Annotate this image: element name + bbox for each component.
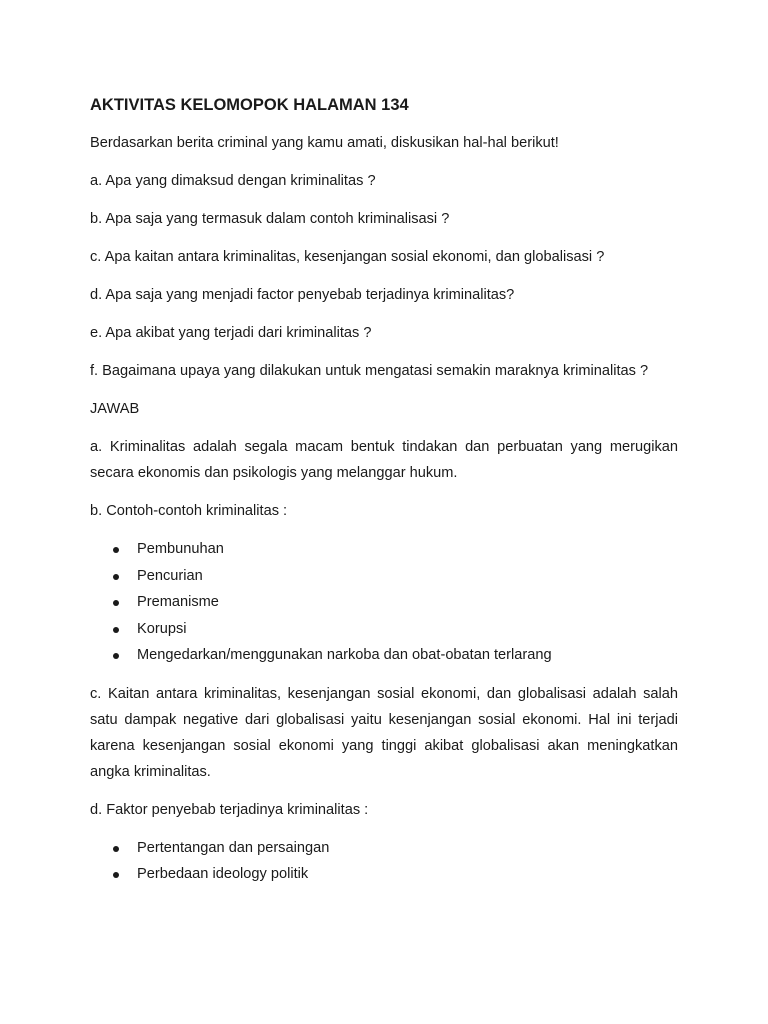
list-item — [90, 616, 678, 643]
document-page — [90, 92, 678, 900]
answer-heading: JAWAB — [90, 401, 140, 417]
list-item-text: Korupsi — [137, 620, 187, 637]
bullet-icon — [113, 846, 119, 852]
answer-c: c. Kaitan antara kriminalitas, kesenjangan sosial ekonomi, dan globalisasi adalah salah satu dampak negative dari globalisasi yaitu kesenjangan sosial ekonomi. Hal ini terjadi karena kesenjangan sosial ekonomi yang tinggi akibat globalisasi akan meningkatkan angka kriminalitas. — [90, 685, 678, 780]
bullet-icon — [113, 574, 119, 580]
bullet-icon — [113, 627, 119, 633]
document-title: AKTIVITAS KELOMOPOK HALAMAN 134 — [90, 96, 409, 114]
list-item-text: Pertentangan dan persaingan — [137, 839, 330, 856]
list-item — [90, 642, 678, 669]
answer-b-heading: b. Contoh-contoh kriminalitas : — [90, 503, 288, 519]
list-item-text: Pencurian — [137, 567, 203, 584]
bullet-icon — [113, 653, 119, 659]
list-item — [90, 536, 678, 563]
answer-b-list — [90, 536, 678, 669]
list-item-text: Mengedarkan/menggunakan narkoba dan obat-obatan terlarang — [137, 647, 552, 663]
list-item — [90, 563, 678, 590]
list-item-text: Perbedaan ideology politik — [137, 866, 309, 882]
question-d: d. Apa saja yang menjadi factor penyebab terjadinya kriminalitas? — [90, 287, 515, 303]
intro-text: Berdasarkan berita criminal yang kamu amati, diskusikan hal-hal berikut! — [90, 135, 559, 151]
answer-a: a. Kriminalitas adalah segala macam bentuk tindakan dan perbuatan yang merugikan secara ekonomis dan psikologis yang melanggar hukum. — [90, 439, 678, 481]
list-item — [90, 861, 678, 888]
bullet-icon — [113, 872, 119, 878]
question-a: a. Apa yang dimaksud dengan kriminalitas ? — [90, 173, 376, 189]
bullet-icon — [113, 600, 119, 606]
list-item — [90, 835, 678, 862]
answer-d-list — [90, 835, 678, 888]
bullet-icon — [113, 547, 119, 553]
answer-d-heading: d. Faktor penyebab terjadinya kriminalitas : — [90, 801, 369, 818]
question-b: b. Apa saja yang termasuk dalam contoh kriminalisasi ? — [90, 211, 450, 227]
question-f: f. Bagaimana upaya yang dilakukan untuk mengatasi semakin maraknya kriminalitas ? — [90, 363, 649, 379]
list-item-text: Pembunuhan — [137, 541, 224, 557]
list-item — [90, 589, 678, 616]
question-e: e. Apa akibat yang terjadi dari kriminalitas ? — [90, 325, 372, 341]
question-c: c. Apa kaitan antara kriminalitas, kesenjangan sosial ekonomi, dan globalisasi ? — [90, 249, 605, 265]
list-item-text: Premanisme — [137, 594, 219, 610]
